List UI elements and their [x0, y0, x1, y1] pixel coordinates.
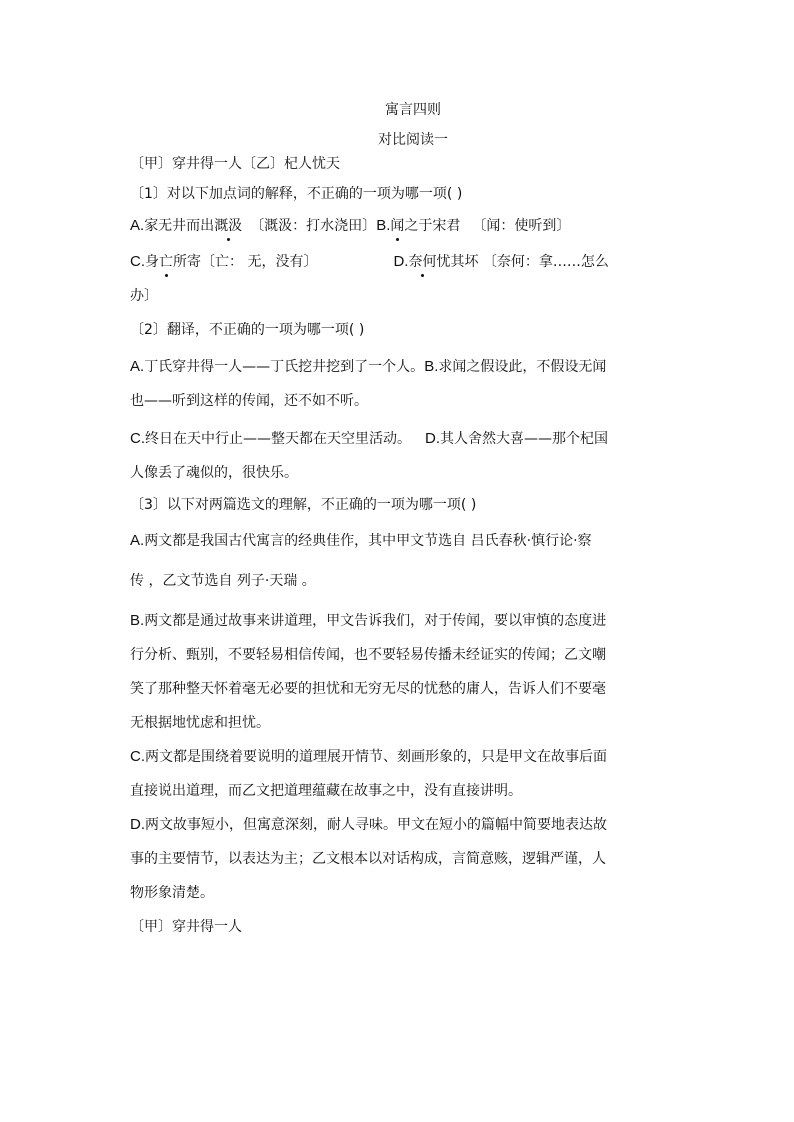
- q3-option-b-line3: 笑了那种整天怀着毫无必要的担忧和无穷无尽的忧愁的庸人，告诉人们不要毫: [130, 681, 606, 697]
- q1-option-b-letter: B.: [376, 217, 391, 234]
- document-title: 寓言四则: [385, 102, 441, 118]
- q3-option-a-line2: 传 ，乙文节选自 列子·天瑞 。: [130, 573, 316, 589]
- passage-header: 〔甲〕穿井得一人〔乙〕杞人忧天: [130, 156, 340, 172]
- q1-option-d-text: 忧其坏 〔奈何：拿……怎么: [436, 254, 609, 270]
- q2-option-b-letter: B.: [424, 358, 439, 375]
- document-page: [130, 100, 690, 937]
- q2-option-d-text-line2: 人像丢了魂似的，很快乐。: [130, 465, 298, 481]
- q2-option-b-text-line2: 也——听到这样的传闻，还不如不听。: [130, 393, 368, 409]
- q3-option-c-line1: [130, 747, 690, 767]
- q1-option-a-dotted-word: 溉汲: [214, 218, 243, 234]
- q1-option-a-text: 家无井而出: [144, 218, 215, 234]
- q3-option-d-line2: 事的主要情节，以表达为主；乙文根本以对话构成，言简意赅，逻辑严谨，人: [130, 851, 606, 867]
- q2-option-c-text: 终日在天中行止——整天都在天空里活动。: [145, 431, 411, 447]
- q1-option-c-dotted-word: 亡: [159, 254, 173, 270]
- q1-option-c-letter: C.: [130, 253, 145, 270]
- q3-option-b-line2: 行分析、甄别，不要轻易相信传闻，也不要轻易传播未经证实的传闻；乙文嘲: [130, 647, 606, 663]
- q1-option-c-pre: 身: [145, 254, 159, 270]
- q3-option-b-line4: 无根据地忧虑和担忧。: [130, 715, 270, 731]
- q3-option-d-line1: [130, 815, 690, 835]
- q1-option-b-text: 之于宋君: [404, 218, 461, 234]
- q2-option-a-letter: A.: [130, 358, 145, 375]
- q3-option-b-letter: B.: [130, 612, 145, 629]
- q1-options-cd: [130, 252, 690, 272]
- q3-option-b-line1: [130, 611, 690, 631]
- q3-option-d-letter: D.: [130, 816, 145, 833]
- q1-option-d-continuation: 办〕: [130, 288, 158, 304]
- q2-options-ab-line1: [130, 357, 690, 377]
- q1-option-a-letter: A.: [130, 217, 145, 234]
- q1-option-b-note: 〔闻：使听到〕: [472, 218, 571, 234]
- q1-option-d-letter: D.: [393, 253, 409, 270]
- q3-option-d-line3: 物形象清楚。: [130, 885, 214, 901]
- q3-option-b-text-line1: 两文都是通过故事来讲道理，甲文告诉我们，对于传闻，要以审慎的态度进: [144, 613, 607, 629]
- q2-option-b-text-line1: 求闻之假设此，不假设无闻: [438, 359, 607, 375]
- q2-stem: 〔2〕翻译，不正确的一项为哪一项( ): [130, 322, 365, 338]
- q2-options-cd-line1: [130, 429, 690, 449]
- q1-option-a-note: 〔溉汲：打水浇田〕: [250, 218, 377, 234]
- q3-option-d-text-line1: 两文故事短小，但寓意深刻，耐人寻味。甲文在短小的篇幅中简要地表达故: [145, 817, 607, 833]
- q1-option-d-dotted-word: 奈何: [408, 254, 437, 270]
- q2-option-a-text: 丁氏穿井得一人——丁氏挖井挖到了一个人。: [144, 359, 425, 375]
- q1-options-ab: [130, 216, 690, 236]
- q3-option-c-line2: 直接说出道理，而乙文把道理蕴藏在故事之中，没有直接讲明。: [130, 783, 522, 799]
- q3-option-a-line1: [130, 531, 690, 551]
- q3-option-c-letter: C.: [130, 748, 145, 765]
- q3-option-c-text-line1: 两文都是围绕着要说明的道理展开情节、刻画形象的，只是甲文在故事后面: [145, 749, 607, 765]
- q2-option-c-letter: C.: [130, 430, 145, 447]
- q2-option-d-letter: D.: [425, 430, 440, 447]
- q3-option-a-letter: A.: [130, 532, 145, 549]
- q1-option-c-text: 所寄〔亡： 无，没有〕: [173, 254, 318, 270]
- passage-header-jia: 〔甲〕穿井得一人: [130, 919, 242, 935]
- q1-option-b-dotted-word: 闻: [390, 218, 405, 234]
- q2-option-d-text-line1: 其人舍然大喜——那个杞国: [440, 431, 608, 447]
- q3-stem: 〔3〕以下对两篇选文的理解，不正确的一项为哪一项( ): [130, 497, 477, 513]
- q1-stem: 〔1〕对以下加点词的解释，不正确的一项为哪一项( ): [130, 186, 463, 202]
- q3-option-a-text-line1: 两文都是我国古代寓言的经典佳作，其中甲文节选自 吕氏春秋·慎行论·察: [144, 533, 592, 549]
- document-subtitle: 对比阅读一: [378, 132, 448, 148]
